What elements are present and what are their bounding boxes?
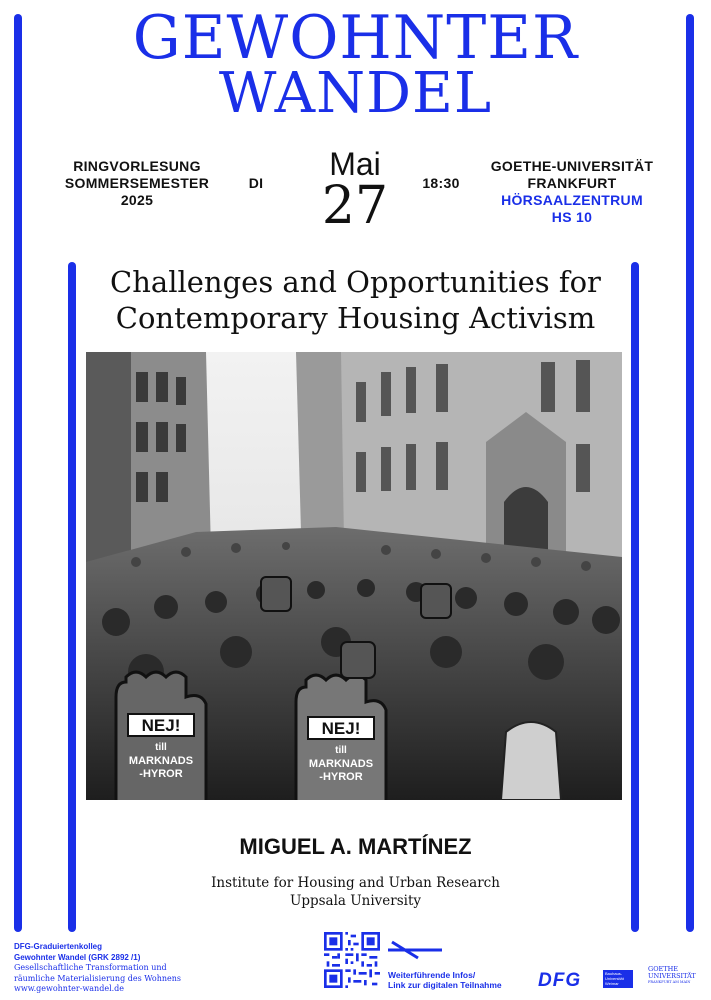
link-line: Link zur digitalen Teilnahme xyxy=(388,980,502,990)
series-info xyxy=(52,158,222,209)
org-line: Gewohnter Wandel (GRK 2892 /1) xyxy=(14,952,141,962)
qr-code-icon xyxy=(324,932,380,988)
bauhaus-line: Bauhaus- xyxy=(605,971,623,976)
lecture-title-line: Challenges and Opportunities for xyxy=(110,265,601,299)
goethe-line: FRANKFURT AM MAIN xyxy=(648,980,691,984)
month: Mai xyxy=(329,146,381,182)
affiliation-line: Uppsala University xyxy=(289,893,422,909)
right-outer-bar xyxy=(686,14,694,932)
venue-line: FRANKFURT xyxy=(527,175,617,191)
goethe-university-logo xyxy=(648,966,696,985)
poster-title-line2: WANDEL xyxy=(218,61,493,126)
org-line: DFG-Graduiertenkolleg xyxy=(14,942,103,951)
bauhaus-line: Universität xyxy=(605,976,624,981)
dfg-logo: DFG xyxy=(538,970,582,991)
org-line: Gesellschaftliche Transformation und xyxy=(14,963,167,972)
goethe-line: UNIVERSITÄT xyxy=(648,972,696,980)
left-inner-bar xyxy=(68,262,76,932)
venue-info xyxy=(480,158,664,226)
lecture-title xyxy=(80,264,631,336)
series-line: SOMMERSEMESTER xyxy=(64,175,210,191)
right-inner-bar xyxy=(631,262,639,932)
qr-code[interactable] xyxy=(324,932,380,988)
lecture-title-line: Contemporary Housing Activism xyxy=(115,301,596,335)
poster-title-line1: GEWOHNTER xyxy=(132,3,579,73)
speaker-affiliation xyxy=(0,874,711,910)
venue-line: HÖRSAALZENTRUM xyxy=(501,192,643,208)
time: 18:30 xyxy=(422,175,460,191)
series-line: RINGVORLESUNG xyxy=(73,158,201,174)
affiliation-line: Institute for Housing and Urban Research xyxy=(211,875,500,891)
org-url-link[interactable]: www.gewohnter-wandel.de xyxy=(14,984,125,993)
protest-photo-illustration xyxy=(86,352,622,800)
bauhaus-logo xyxy=(603,970,633,988)
sign-text: MARKNADS xyxy=(128,755,194,767)
day: 27 xyxy=(321,176,389,236)
series-line: 2025 xyxy=(120,192,154,208)
sign-text: MARKNADS xyxy=(308,758,374,770)
org-line: räumliche Materialisierung des Wohnens xyxy=(14,973,182,983)
sign-text: till xyxy=(155,742,167,753)
sign-text: NEJ! xyxy=(321,719,361,738)
venue-line: HS 10 xyxy=(551,209,593,225)
sign-text: NEJ! xyxy=(141,716,181,735)
speaker-name: MIGUEL A. MARTÍNEZ xyxy=(239,834,472,859)
goethe-line: GOETHE xyxy=(648,965,679,973)
weekday: DI xyxy=(248,175,264,191)
footer-organization xyxy=(14,942,181,995)
link-line: Weiterführende Infos/ xyxy=(388,970,476,980)
sign-text: till xyxy=(335,745,347,756)
protest-photo xyxy=(86,352,622,800)
sign-text: -HYROR xyxy=(319,771,363,783)
more-info-link[interactable] xyxy=(388,970,502,990)
left-outer-bar xyxy=(14,14,22,932)
venue-line: GOETHE-UNIVERSITÄT xyxy=(490,158,654,174)
link-arrow-icon xyxy=(388,940,444,965)
sign-text: -HYROR xyxy=(139,768,183,780)
bauhaus-line: Weimar xyxy=(605,981,619,986)
